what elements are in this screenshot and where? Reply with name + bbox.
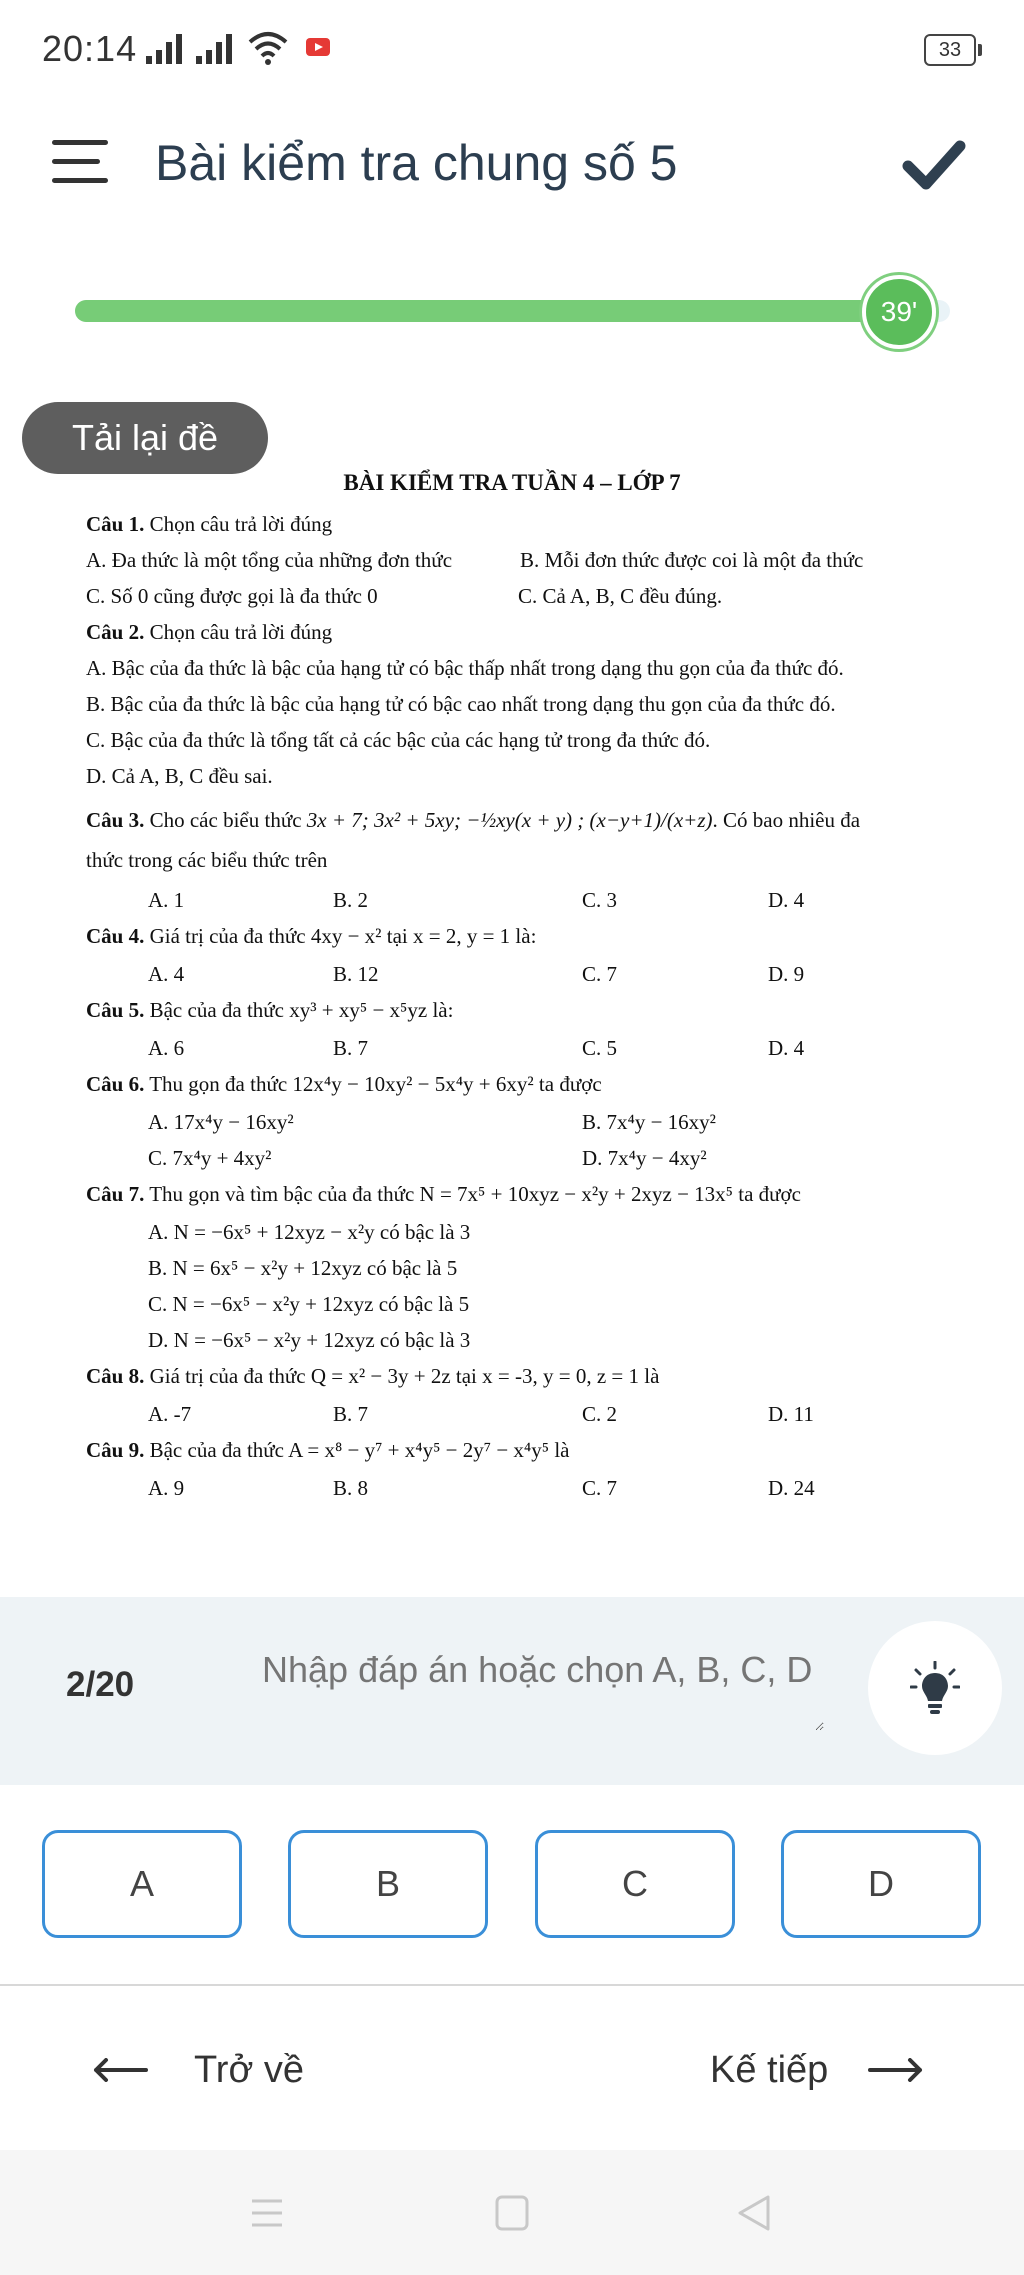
answer-input[interactable] bbox=[260, 1647, 824, 1731]
q4-option-d: D. 9 bbox=[768, 962, 805, 986]
recent-apps-icon[interactable] bbox=[250, 2197, 284, 2229]
divider bbox=[0, 1984, 1024, 1986]
answer-bar bbox=[0, 1597, 1024, 1785]
question-8: Câu 8. Giá trị của đa thức Q = x² − 3y + 2z tại x = -3, y = 0, z = 1 là bbox=[86, 1364, 660, 1388]
q2-option-c: C. Bậc của đa thức là tổng tất cả các bậc của các hạng tử trong đa thức đó. bbox=[86, 728, 711, 752]
q5-option-b: B. 7 bbox=[333, 1036, 369, 1060]
q6-option-a: A. 17x⁴y − 16xy² bbox=[148, 1110, 294, 1134]
q2-option-a: A. Bậc của đa thức là bậc của hạng tử có bậc thấp nhất trong dạng thu gọn của đa thức đó. bbox=[86, 656, 844, 680]
arrow-right-icon bbox=[868, 2058, 924, 2082]
question-5: Câu 5. Bậc của đa thức xy³ + xy⁵ − x⁵yz là: bbox=[86, 998, 454, 1022]
submit-check-icon[interactable] bbox=[902, 136, 966, 192]
q3-option-c: C. 3 bbox=[582, 888, 618, 912]
status-time: 20:14 bbox=[42, 28, 138, 69]
signal-icon-2 bbox=[196, 32, 232, 64]
question-4: Câu 4. Giá trị của đa thức 4xy − x² tại x = 2, y = 1 là: bbox=[86, 924, 537, 948]
choice-c-button[interactable]: C bbox=[535, 1830, 735, 1938]
arrow-left-icon bbox=[92, 2058, 148, 2082]
question-7: Câu 7. Thu gọn và tìm bậc của đa thức N = 7x⁵ + 10xyz − x²y + 2xyz − 13x⁵ ta được bbox=[86, 1182, 801, 1206]
q8-option-d: D. 11 bbox=[768, 1402, 814, 1426]
back-nav-icon[interactable] bbox=[735, 2194, 771, 2232]
signal-icon bbox=[146, 32, 182, 64]
question-counter: 2/20 bbox=[66, 1665, 135, 1704]
q8-option-c: C. 2 bbox=[582, 1402, 618, 1426]
q3-option-b: B. 2 bbox=[333, 888, 369, 912]
q1-option-c: C. Số 0 cũng được gọi là đa thức 0 bbox=[86, 584, 378, 608]
q7-option-b: B. N = 6x⁵ − x²y + 12xyz có bậc là 5 bbox=[148, 1256, 458, 1280]
choice-b-button[interactable]: B bbox=[288, 1830, 488, 1938]
q3-option-d: D. 4 bbox=[768, 888, 805, 912]
q1-option-b: B. Mỗi đơn thức được coi là một đa thức bbox=[520, 548, 864, 572]
timer-badge: 39' bbox=[862, 275, 936, 349]
q2-option-b: B. Bậc của đa thức là bậc của hạng tử có bậc cao nhất trong dạng thu gọn của đa thức đó. bbox=[86, 692, 836, 716]
time-progress-fill bbox=[75, 300, 919, 322]
q9-option-d: D. 24 bbox=[768, 1476, 815, 1500]
home-icon[interactable] bbox=[495, 2195, 529, 2231]
q8-option-b: B. 7 bbox=[333, 1402, 369, 1426]
time-progress-bar bbox=[75, 300, 950, 322]
back-label: Trở về bbox=[194, 2048, 305, 2091]
exam-title: BÀI KIỂM TRA TUẦN 4 – LỚP 7 bbox=[343, 470, 681, 495]
question-6: Câu 6. Thu gọn đa thức 12x⁴y − 10xy² − 5x⁴y + 6xy² ta được bbox=[86, 1072, 602, 1096]
q6-option-b: B. 7x⁴y − 16xy² bbox=[582, 1110, 716, 1134]
q6-option-d: D. 7x⁴y − 4xy² bbox=[582, 1146, 707, 1170]
wifi-icon bbox=[248, 30, 288, 66]
page-title: Bài kiểm tra chung số 5 bbox=[155, 135, 678, 191]
question-3-cont: thức trong các biểu thức trên bbox=[86, 848, 328, 872]
question-2: Câu 2. Chọn câu trả lời đúng bbox=[86, 620, 333, 644]
q3-option-a: A. 1 bbox=[148, 888, 185, 912]
next-button[interactable] bbox=[710, 2040, 924, 2100]
lightbulb-icon bbox=[910, 1661, 960, 1715]
q5-option-d: D. 4 bbox=[768, 1036, 805, 1060]
q4-option-a: A. 4 bbox=[148, 962, 185, 986]
back-button[interactable] bbox=[92, 2040, 304, 2100]
q5-option-a: A. 6 bbox=[148, 1036, 185, 1060]
question-9: Câu 9. Bậc của đa thức A = x⁸ − y⁷ + x⁴y⁵ − 2y⁷ − x⁴y⁵ là bbox=[86, 1438, 570, 1462]
q4-option-b: B. 12 bbox=[333, 962, 379, 986]
menu-icon[interactable] bbox=[52, 140, 108, 184]
reload-exam-button[interactable]: Tải lại đề bbox=[22, 402, 268, 474]
status-bar bbox=[0, 0, 1024, 100]
question-3: Câu 3. Cho các biểu thức 3x + 7; 3x² + 5xy; −½xy(x + y) ; (x−y+1)/(x+z). Có bao nhiêu đa bbox=[86, 808, 861, 832]
q9-option-b: B. 8 bbox=[333, 1476, 369, 1500]
system-nav-bar bbox=[0, 2150, 1024, 2275]
q1-option-a: A. Đa thức là một tổng của những đơn thức bbox=[86, 548, 453, 572]
q6-option-c: C. 7x⁴y + 4xy² bbox=[148, 1146, 272, 1170]
hint-button[interactable] bbox=[868, 1621, 1002, 1755]
q7-option-c: C. N = −6x⁵ − x²y + 12xyz có bậc là 5 bbox=[148, 1292, 470, 1316]
question-1: Câu 1. Chọn câu trả lời đúng bbox=[86, 512, 333, 536]
q9-option-c: C. 7 bbox=[582, 1476, 618, 1500]
q9-option-a: A. 9 bbox=[148, 1476, 185, 1500]
choice-a-button[interactable]: A bbox=[42, 1830, 242, 1938]
app-header bbox=[0, 110, 1024, 220]
q2-option-d: D. Cả A, B, C đều sai. bbox=[86, 764, 273, 788]
q4-option-c: C. 7 bbox=[582, 962, 618, 986]
next-label: Kế tiếp bbox=[710, 2048, 829, 2091]
q5-option-c: C. 5 bbox=[582, 1036, 618, 1060]
q1-option-d: C. Cả A, B, C đều đúng. bbox=[518, 584, 723, 608]
q8-option-a: A. -7 bbox=[148, 1402, 192, 1426]
battery-icon: 33 bbox=[924, 34, 976, 66]
choice-d-button[interactable]: D bbox=[781, 1830, 981, 1938]
youtube-notification-icon bbox=[306, 38, 330, 56]
q7-option-a: A. N = −6x⁵ + 12xyz − x²y có bậc là 3 bbox=[148, 1220, 471, 1244]
q7-option-d: D. N = −6x⁵ − x²y + 12xyz có bậc là 3 bbox=[148, 1328, 471, 1352]
